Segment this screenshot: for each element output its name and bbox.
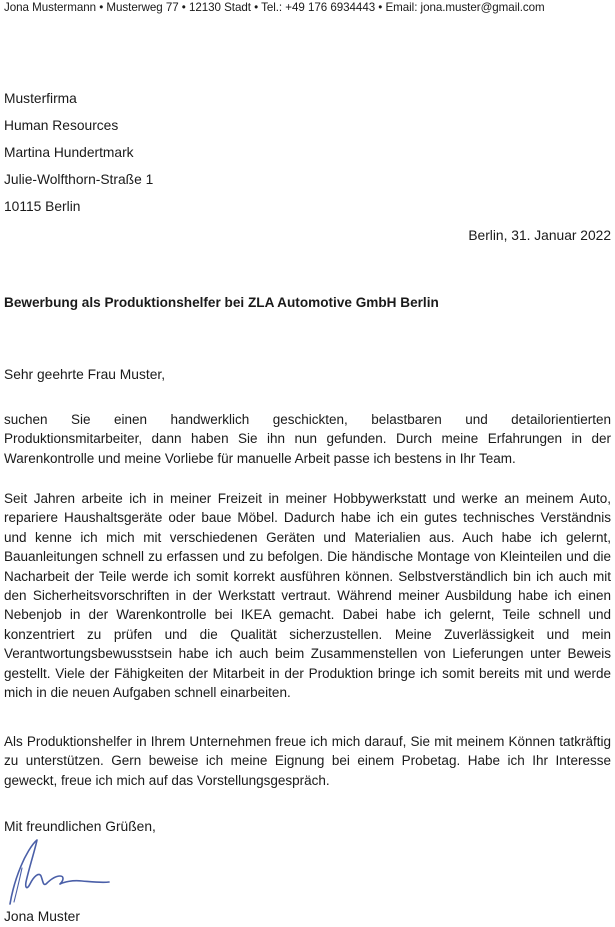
body-paragraph: Seit Jahren arbeite ich in meiner Freizeit in meiner Hobbywerkstatt und werke an meinem Auto, repariere Haushaltsgeräte oder baue Möbel. Dadurch habe ich ein gutes technisches Verständnis und kenne ich mich mit verschiedenen Geräten und Materialien aus. Auch habe ich gelernt, Bauanleitungen schnell zu erfassen und zu befolgen. Die händische Montage von Kleinteilen und die Nacharbeit der Teile werde ich somit korrekt ausführen können. Selbstverständlich bin ich auch mit den Sicherheitsvorschriften in der Werkstatt vertraut. Während meiner Ausbildung habe ich einen Nebenjob in der Warenkontrolle bei IKEA gemacht. Dabei habe ich gelernt, Teile schnell und konzentriert zu prüfen und die Qualität sicherzustellen. Meine Zuverlässigkeit und mein Verantwortungsbewusstsein habe ich auch beim Zusammenstellen von Lieferungen unter Beweis gestellt. Viele der Fähigkeiten der Mitarbeit in der Produktion bringe ich somit bereits mit und werde mich in die neuen Aufgaben schnell einarbeiten. xyxy=(4,491,611,701)
body-paragraph: Als Produktionshelfer in Ihrem Unternehmen freue ich mich darauf, Sie mit meinem Können tatkräftig zu unterstützen. Gern beweise ich meine Eignung bei einem Probetag. Habe ich Ihr Interesse geweckt, freue ich mich auf das Vorstellungsgespräch. xyxy=(4,734,611,788)
recipient-city: 10115 Berlin xyxy=(4,199,81,214)
sender-name: Jona Muster xyxy=(4,909,80,924)
body-paragraph: suchen Sie einen handwerklich geschickten, belastbaren und detailorientierten Produktionsmitarbeiter, dann haben Sie ihn nun gefunden. Durch meine Erfahrungen in der Warenkontrolle und meine Vorliebe für manuelle Arbeit passe ich bestens in Ihr Team. xyxy=(4,412,611,466)
recipient-address xyxy=(4,89,153,224)
letter-date: Berlin, 31. Januar 2022 xyxy=(468,228,611,243)
recipient-contact: Martina Hundertmark xyxy=(4,145,134,160)
closing-phrase: Mit freundlichen Grüßen, xyxy=(4,819,156,834)
signature-icon xyxy=(2,838,112,910)
sender-header: Jona Mustermann • Musterweg 77 • 12130 Stadt • Tel.: +49 176 6934443 • Email: jona.muster@gmail.com xyxy=(4,1,545,14)
recipient-street: Julie-Wolfthorn-Straße 1 xyxy=(4,172,154,187)
letter-subject: Bewerbung als Produktionshelfer bei ZLA Automotive GmbH Berlin xyxy=(4,295,439,310)
salutation: Sehr geehrte Frau Muster, xyxy=(4,367,166,382)
recipient-company: Musterfirma xyxy=(4,91,77,106)
recipient-department: Human Resources xyxy=(4,118,119,133)
